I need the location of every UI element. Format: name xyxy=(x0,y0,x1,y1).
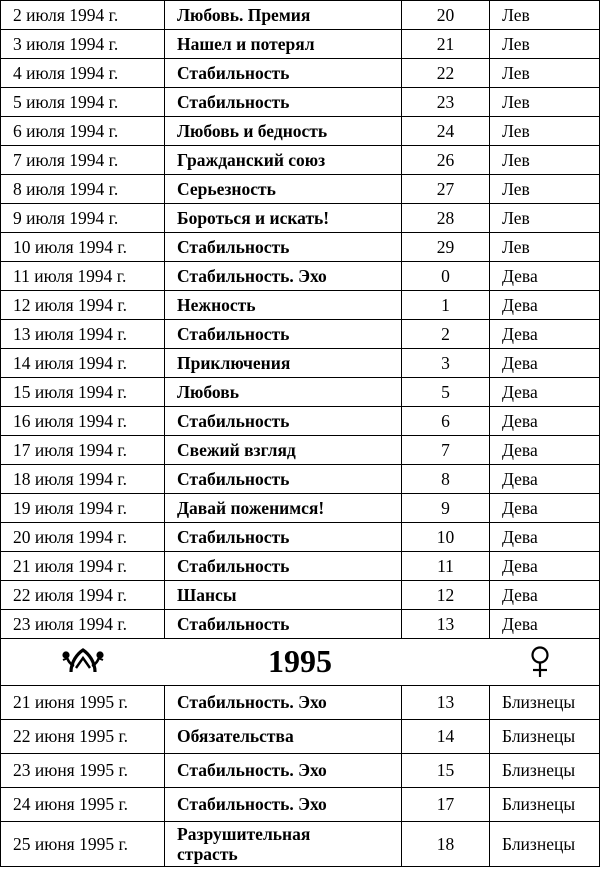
title-cell: Любовь xyxy=(165,378,402,407)
date-cell: 17 июля 1994 г. xyxy=(1,436,165,465)
title-cell: Стабильность xyxy=(165,320,402,349)
number-cell: 8 xyxy=(402,465,490,494)
number-cell: 1 xyxy=(402,291,490,320)
title-cell: Любовь. Премия xyxy=(165,1,402,30)
sign-cell: Дева xyxy=(490,465,600,494)
table-row xyxy=(1,552,600,581)
date-cell: 4 июля 1994 г. xyxy=(1,59,165,88)
number-cell: 15 xyxy=(402,754,490,788)
sign-cell: Дева xyxy=(490,262,600,291)
sign-cell: Лев xyxy=(490,1,600,30)
sign-cell: Лев xyxy=(490,233,600,262)
table-row xyxy=(1,1,600,30)
title-cell: Бороться и искать! xyxy=(165,204,402,233)
title-cell: Стабильность. Эхо xyxy=(165,754,402,788)
date-cell: 16 июля 1994 г. xyxy=(1,407,165,436)
sign-cell: Дева xyxy=(490,291,600,320)
title-cell: Шансы xyxy=(165,581,402,610)
title-cell: Гражданский союз xyxy=(165,146,402,175)
table-row xyxy=(1,30,600,59)
sign-cell: Дева xyxy=(490,378,600,407)
date-cell: 8 июля 1994 г. xyxy=(1,175,165,204)
table-row xyxy=(1,59,600,88)
number-cell: 13 xyxy=(402,610,490,639)
number-cell: 11 xyxy=(402,552,490,581)
date-cell: 24 июня 1995 г. xyxy=(1,788,165,822)
date-cell: 12 июля 1994 г. xyxy=(1,291,165,320)
date-cell: 10 июля 1994 г. xyxy=(1,233,165,262)
sign-cell: Лев xyxy=(490,175,600,204)
title-cell: Стабильность xyxy=(165,552,402,581)
date-cell: 18 июля 1994 г. xyxy=(1,465,165,494)
table-row xyxy=(1,720,600,754)
year-header-cell xyxy=(1,639,600,686)
sign-cell: Дева xyxy=(490,610,600,639)
table-row xyxy=(1,494,600,523)
title-cell: Любовь и бедность xyxy=(165,117,402,146)
sign-cell: Лев xyxy=(490,146,600,175)
sign-cell: Дева xyxy=(490,320,600,349)
sign-cell: Дева xyxy=(490,523,600,552)
sign-cell: Близнецы xyxy=(490,822,600,867)
table-row xyxy=(1,291,600,320)
table-row xyxy=(1,233,600,262)
title-cell: Стабильность xyxy=(165,465,402,494)
date-cell: 9 июля 1994 г. xyxy=(1,204,165,233)
date-cell: 2 июля 1994 г. xyxy=(1,1,165,30)
title-cell: Серьезность xyxy=(165,175,402,204)
table-row xyxy=(1,117,600,146)
date-cell: 25 июня 1995 г. xyxy=(1,822,165,867)
sign-cell: Близнецы xyxy=(490,754,600,788)
number-cell: 20 xyxy=(402,1,490,30)
title-line: Разрушительная xyxy=(177,824,311,844)
number-cell: 23 xyxy=(402,88,490,117)
title-cell: Свежий взгляд xyxy=(165,436,402,465)
title-cell: Приключения xyxy=(165,349,402,378)
date-cell: 22 июня 1995 г. xyxy=(1,720,165,754)
title-cell: Давай поженимся! xyxy=(165,494,402,523)
table-row xyxy=(1,378,600,407)
sign-cell: Дева xyxy=(490,407,600,436)
table-row xyxy=(1,686,600,720)
table-row xyxy=(1,436,600,465)
table-row xyxy=(1,465,600,494)
date-cell: 20 июля 1994 г. xyxy=(1,523,165,552)
sign-cell: Лев xyxy=(490,88,600,117)
number-cell: 17 xyxy=(402,788,490,822)
date-cell: 11 июля 1994 г. xyxy=(1,262,165,291)
table-row xyxy=(1,146,600,175)
title-cell: Стабильность. Эхо xyxy=(165,788,402,822)
number-cell: 29 xyxy=(402,233,490,262)
table-row xyxy=(1,175,600,204)
date-cell: 15 июля 1994 г. xyxy=(1,378,165,407)
sign-cell: Дева xyxy=(490,581,600,610)
title-cell: Стабильность xyxy=(165,59,402,88)
number-cell: 13 xyxy=(402,686,490,720)
sign-cell: Дева xyxy=(490,552,600,581)
number-cell: 10 xyxy=(402,523,490,552)
title-cell: Стабильность xyxy=(165,88,402,117)
table-row xyxy=(1,610,600,639)
sign-cell: Лев xyxy=(490,30,600,59)
number-cell: 14 xyxy=(402,720,490,754)
date-cell: 3 июля 1994 г. xyxy=(1,30,165,59)
number-cell: 9 xyxy=(402,494,490,523)
sign-cell: Дева xyxy=(490,349,600,378)
title-cell: Стабильность. Эхо xyxy=(165,686,402,720)
title-cell: Стабильность xyxy=(165,233,402,262)
sign-cell: Близнецы xyxy=(490,720,600,754)
table-row xyxy=(1,349,600,378)
table-row xyxy=(1,320,600,349)
number-cell: 5 xyxy=(402,378,490,407)
sign-cell: Лев xyxy=(490,59,600,88)
date-cell: 14 июля 1994 г. xyxy=(1,349,165,378)
date-cell: 19 июля 1994 г. xyxy=(1,494,165,523)
number-cell: 7 xyxy=(402,436,490,465)
table-row xyxy=(1,88,600,117)
table-row xyxy=(1,822,600,867)
title-cell: Нашел и потерял xyxy=(165,30,402,59)
sign-cell: Дева xyxy=(490,436,600,465)
title-cell: Стабильность xyxy=(165,523,402,552)
date-cell: 13 июля 1994 г. xyxy=(1,320,165,349)
sign-cell: Лев xyxy=(490,117,600,146)
table-row xyxy=(1,754,600,788)
sign-cell: Близнецы xyxy=(490,686,600,720)
date-cell: 21 июля 1994 г. xyxy=(1,552,165,581)
sign-cell: Лев xyxy=(490,204,600,233)
number-cell: 12 xyxy=(402,581,490,610)
title-cell: Нежность xyxy=(165,291,402,320)
title-cell: Стабильность xyxy=(165,407,402,436)
sign-cell: Близнецы xyxy=(490,788,600,822)
table-row xyxy=(1,581,600,610)
number-cell: 18 xyxy=(402,822,490,867)
date-cell: 23 июля 1994 г. xyxy=(1,610,165,639)
date-cell: 23 июня 1995 г. xyxy=(1,754,165,788)
date-cell: 21 июня 1995 г. xyxy=(1,686,165,720)
number-cell: 0 xyxy=(402,262,490,291)
venus-icon xyxy=(528,645,552,679)
table-row xyxy=(1,788,600,822)
date-cell: 22 июля 1994 г. xyxy=(1,581,165,610)
sign-cell: Дева xyxy=(490,494,600,523)
number-cell: 26 xyxy=(402,146,490,175)
date-cell: 6 июля 1994 г. xyxy=(1,117,165,146)
title-cell: Стабильность. Эхо xyxy=(165,262,402,291)
number-cell: 27 xyxy=(402,175,490,204)
table-row xyxy=(1,204,600,233)
title-cell: Стабильность xyxy=(165,610,402,639)
number-cell: 21 xyxy=(402,30,490,59)
number-cell: 22 xyxy=(402,59,490,88)
year-title: 1995 xyxy=(268,643,332,679)
table-row xyxy=(1,262,600,291)
title-line: страсть xyxy=(177,844,238,864)
title-cell xyxy=(165,822,402,867)
date-cell: 7 июля 1994 г. xyxy=(1,146,165,175)
number-cell: 28 xyxy=(402,204,490,233)
number-cell: 2 xyxy=(402,320,490,349)
number-cell: 24 xyxy=(402,117,490,146)
date-cell: 5 июля 1994 г. xyxy=(1,88,165,117)
year-header-row xyxy=(1,639,600,686)
number-cell: 6 xyxy=(402,407,490,436)
table-row xyxy=(1,523,600,552)
number-cell: 3 xyxy=(402,349,490,378)
title-cell: Обязательства xyxy=(165,720,402,754)
table-row xyxy=(1,407,600,436)
